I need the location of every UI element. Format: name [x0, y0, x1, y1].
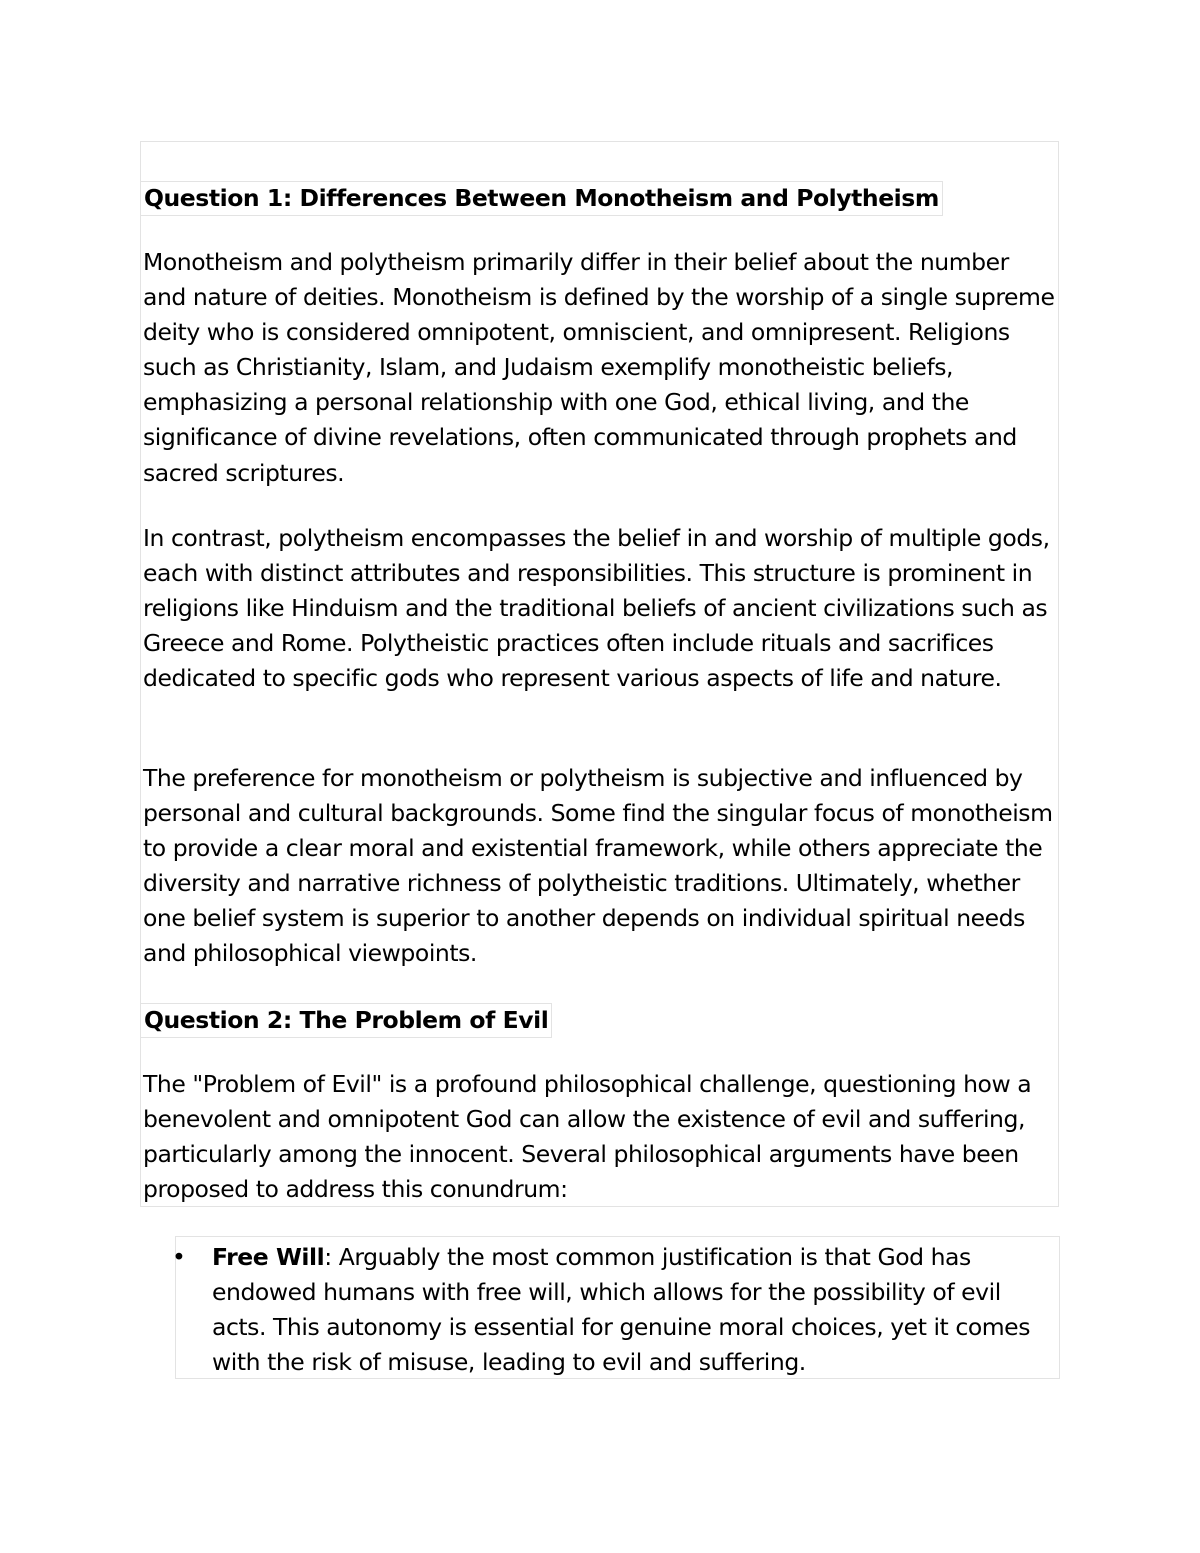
bullet-icon: •: [172, 1243, 186, 1271]
list-item-free-will: [212, 1240, 1052, 1380]
paragraph-polytheism: In contrast, polytheism encompasses the belief in and worship of multiple gods, each with distinct attributes and responsibilities. This structure is prominent in religions like Hinduism and the traditional beliefs of ancient civilizations such as Greece and Rome. Polytheistic practices often include rituals and sacrifices dedicated to specific gods who represent various aspects of life and nature.: [143, 524, 1050, 693]
question-1-heading: Question 1: Differences Between Monotheism and Polytheism: [140, 181, 943, 216]
list-item-text: : Arguably the most common justification is that God has endowed humans with free will, which allows for the possibility of evil acts. This autonomy is essential for genuine moral choices, yet it comes with the risk of misuse, leading to evil and suffering.: [212, 1243, 1030, 1377]
paragraph-problem-of-evil: The "Problem of Evil" is a profound philosophical challenge, questioning how a benevolent and omnipotent God can allow the existence of evil and suffering, particularly among the innocent. Several philosophical arguments have been proposed to address this conundrum:: [143, 1070, 1032, 1204]
list-item-term: Free Will: [212, 1243, 325, 1271]
question-2-heading: Question 2: The Problem of Evil: [140, 1003, 552, 1038]
paragraph-monotheism: Monotheism and polytheism primarily differ in their belief about the number and nature of deities. Monotheism is defined by the worship of a single supreme deity who is considered omnipotent, omniscient, and omnipresent. Religions such as Christianity, Islam, and Judaism exemplify monotheistic beliefs, emphasizing a personal relationship with one God, ethical living, and the significance of divine revelations, often communicated through prophets and sacred scriptures.: [143, 248, 1055, 487]
paragraph-preference: The preference for monotheism or polytheism is subjective and influenced by personal and cultural backgrounds. Some find the singular focus of monotheism to provide a clear moral and existential framework, while others appreciate the diversity and narrative richness of polytheistic traditions. Ultimately, whether one belief system is superior to another depends on individual spiritual needs and philosophical viewpoints.: [143, 764, 1053, 968]
